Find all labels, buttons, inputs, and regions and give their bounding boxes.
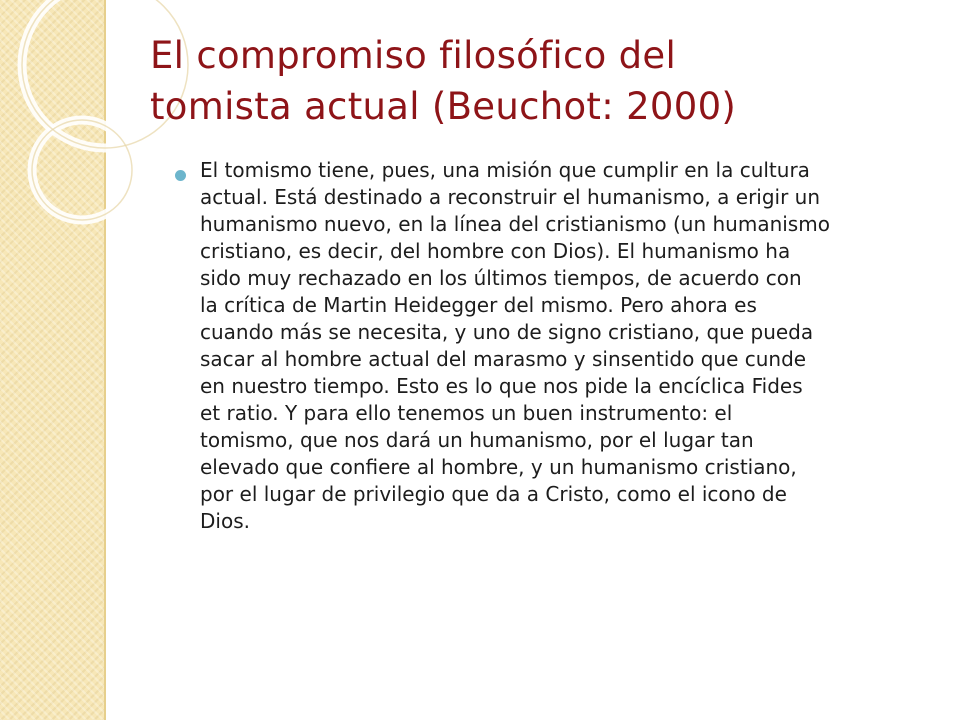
bullet-dot-icon <box>175 170 186 181</box>
paragraph-line: tomismo, que nos dará un humanismo, por el lugar tan <box>200 428 754 452</box>
paragraph-line: actual. Está destinado a reconstruir el humanismo, a erigir un <box>200 185 821 209</box>
paragraph-line: cuando más se necesita, y uno de signo cristiano, que pueda <box>200 320 814 344</box>
paragraph-line: cristiano, es decir, del hombre con Dios). El humanismo ha <box>200 239 791 263</box>
paragraph-line: humanismo nuevo, en la línea del cristianismo (un humanismo <box>200 212 830 236</box>
paragraph-line: elevado que confiere al hombre, y un humanismo cristiano, <box>200 455 797 479</box>
paragraph-line: El tomismo tiene, pues, una misión que cumplir en la cultura <box>200 158 810 182</box>
paragraph-line: Dios. <box>200 509 250 533</box>
slide-title-line: tomista actual (Beuchot: 2000) <box>150 85 737 128</box>
paragraph-line: sacar al hombre actual del marasmo y sinsentido que cunde <box>200 347 807 371</box>
paragraph-line: en nuestro tiempo. Esto es lo que nos pide la encíclica Fides <box>200 374 803 398</box>
paragraph-line: sido muy rechazado en los últimos tiempos, de acuerdo con <box>200 266 802 290</box>
paragraph-line: por el lugar de privilegio que da a Cristo, como el icono de <box>200 482 787 506</box>
paragraph-line: et ratio. Y para ello tenemos un buen instrumento: el <box>200 401 733 425</box>
bullet-paragraph <box>200 157 940 535</box>
paragraph-line: la crítica de Martin Heidegger del mismo. Pero ahora es <box>200 293 757 317</box>
deco-circle-small-outline <box>32 120 132 220</box>
slide-title <box>150 30 910 132</box>
slide-title-line: El compromiso filosófico del <box>150 34 677 77</box>
